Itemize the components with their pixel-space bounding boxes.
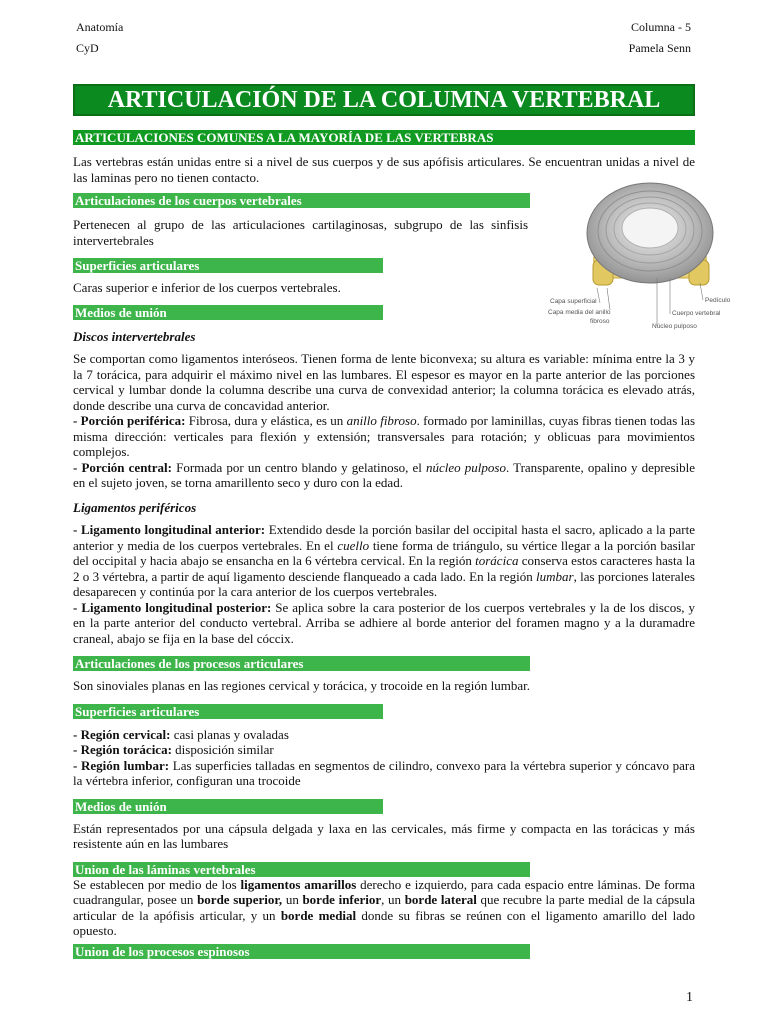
section-heading-common: ARTICULACIONES COMUNES A LA MAYORÍA DE LAS VERTEBRAS [73, 130, 695, 145]
periferica-italic: anillo fibroso [346, 413, 417, 428]
laminas-b4: borde lateral [404, 892, 477, 907]
laminas-b2: borde superior, [197, 892, 283, 907]
discos-heading: Discos intervertebrales [73, 328, 196, 344]
laminas-t5: que recubre la parte medial de la cápsula articular de la apófisis articular, y un [73, 892, 696, 923]
periferica-label: - Porción periférica: [73, 413, 186, 428]
heading-superficies-1: Superficies articulares [73, 258, 383, 273]
header-topic: Columna - 5 [631, 20, 691, 34]
label-cuerpo-vertebral: Cuerpo vertebral [672, 310, 721, 317]
header-author: Pamela Senn [628, 41, 691, 55]
laminas-b5: borde medial [280, 907, 357, 923]
ligamento-posterior [73, 600, 695, 647]
laminas-text [73, 877, 695, 939]
heading-cuerpos: Articulaciones de los cuerpos vertebrales [73, 193, 530, 208]
lla-text-a: Extendido desde la porción basilar del occipital hasta el sacro, aplicado a la parte anterior y media de los cuerpos vertebrales. En el [73, 522, 695, 553]
heading-laminas: Union de las láminas vertebrales [73, 862, 530, 877]
region-cervical [73, 727, 695, 743]
central-italic: núcleo pulposo [426, 459, 506, 475]
page-title: ARTICULACIÓN DE LA COLUMNA VERTEBRAL [73, 84, 695, 116]
ligamento-anterior [73, 522, 695, 600]
laminas-t3: un [282, 892, 303, 907]
page-number: 1 [686, 990, 693, 1005]
region-toracica [73, 742, 695, 758]
region-lumbar [73, 758, 695, 789]
lla-text-b: tiene forma de triángulo, su vértice llegar a la porción basilar del occipital y hacia abajo se ensancha en la 6 vértebra cervical. En la región [73, 537, 695, 568]
laminas-t6: donde su fibras se reúnen con el ligamento amarillo del lado opuesto. [73, 907, 695, 938]
lla-text-d: , las porciones laterales desaparecen y continúa por la cara anterior de los cuerpos vertebrales. [73, 568, 695, 599]
llp-label: - Ligamento longitudinal posterior: [73, 599, 272, 615]
header-subject: Anatomía [76, 20, 124, 34]
leader-line-capa-superficial [597, 288, 600, 303]
leader-line-capa-media [607, 288, 610, 310]
toracica-label: - Región torácica: [73, 742, 172, 757]
section-intro: Las vertebras están unidas entre si a nivel de sus cuerpos y de sus apófisis articulares. Se encuentran unidas a nivel de las laminas pero no tienen contacto. [73, 154, 695, 185]
laminas-t1: Se establecen por medio de los [73, 876, 241, 892]
cuerpos-text: Pertenecen al grupo de las articulaciones cartilaginosas, subgrupo de las sinfisis intervertebrales [73, 217, 528, 248]
lumbar-label: - Región lumbar: [73, 757, 170, 773]
central-label: - Porción central: [73, 459, 172, 475]
lla-label: - Ligamento longitudinal anterior: [73, 522, 266, 537]
cervical-text: casi planas y ovaladas [170, 726, 289, 742]
periferica-text-a: Fibrosa, dura y elástica, es un [185, 413, 347, 428]
lumbar-text: Las superficies talladas en segmentos de cilindro, convexo para la vértebra superior y cóncavo para la vértebra inferior, configuran una trocoide [73, 757, 695, 788]
intervertebral-disc-figure [545, 178, 740, 333]
heading-procesos: Articulaciones de los procesos articulares [73, 656, 530, 671]
cervical-label: - Región cervical: [73, 726, 171, 742]
toracica-text: disposición similar [171, 742, 274, 757]
label-nucleo-pulposo: Núcleo pulposo [652, 323, 697, 330]
heading-espinosos: Union de los procesos espinosos [73, 944, 530, 959]
porcion-periferica [73, 413, 695, 460]
medios-2-text: Están representados por una cápsula delgada y laxa en las cervicales, más firme y compacta en las torácicas y más resistente aún en las lumbares [73, 820, 695, 851]
heading-medios-2: Medios de unión [73, 799, 383, 814]
periferica-text-b: . formado por laminillas, cuyas fibras tienen todas las misma dirección: verticales para flexión y extensión; transversales para rotación; y oblicuas para movimientos complejos. [73, 413, 696, 459]
lla-italic-2: torácica [475, 553, 519, 568]
label-capa-media-2: fibroso [590, 318, 610, 325]
lla-italic-1: cuello [337, 537, 370, 553]
lla-italic-3: lumbar [536, 568, 574, 584]
llp-text: Se aplica sobre la cara posterior de los cuerpos vertebrales y la de los discos, y en la parte anterior del conducto vertebral. Arriba se adhiere al borde anterior del foramen magno y a la duramadre craneal, abajo se fija en la base del cóccix. [73, 599, 696, 646]
procesos-text: Son sinoviales planas en las regiones cervical y torácica, y trocoide en la región lumbar. [73, 678, 531, 693]
laminas-t4: , un [381, 892, 405, 907]
leader-line-pediculo [700, 283, 703, 300]
central-text-b: . Transparente, opalino y depresible en el sujeto joven, se torna amarillento seco y duro con la edad. [73, 459, 695, 490]
ligamentos-heading: Ligamentos periféricos [73, 499, 197, 515]
porcion-central [73, 460, 695, 491]
laminas-b3: borde inferior [302, 892, 382, 907]
heading-superficies-2: Superficies articulares [73, 704, 383, 719]
superficies-1-text: Caras superior e inferior de los cuerpos vertebrales. [73, 280, 341, 295]
label-capa-superficial: Capa superficial [550, 298, 597, 305]
header-course: CyD [76, 41, 99, 55]
discos-text: Se comportan como ligamentos interóseos. Tienen forma de lente biconvexa; su altura es variable: mínima entre la 3 y la 7 torácica, para adquirir el máximo nivel en las lumbares. El espesor es mayor en la parte anterior de las porciones cervical y lumbar donde la columna describe una curva de convexidad anterior; la columna torácica es elevado atrás, donde describe una curva de concavidad anterior. [73, 351, 695, 413]
heading-medios-1: Medios de unión [73, 305, 383, 320]
label-capa-media-1: Capa media del anillo [548, 309, 611, 316]
label-pediculo: Pedículo [705, 297, 731, 304]
nucleus-pulposus [622, 208, 678, 248]
lla-text-c: conserva estos caracteres hasta la 2 o 3 vértebra, a partir de aquí ligamento desciende flanqueado a cada lado. En la región [73, 553, 695, 584]
laminas-b1: ligamentos amarillos [240, 876, 357, 892]
central-text-a: Formada por un centro blando y gelatinoso, el [171, 459, 426, 475]
laminas-t2: derecho e izquierdo, para cada espacio entre láminas. De forma cuadrangular, posee un [73, 876, 695, 907]
